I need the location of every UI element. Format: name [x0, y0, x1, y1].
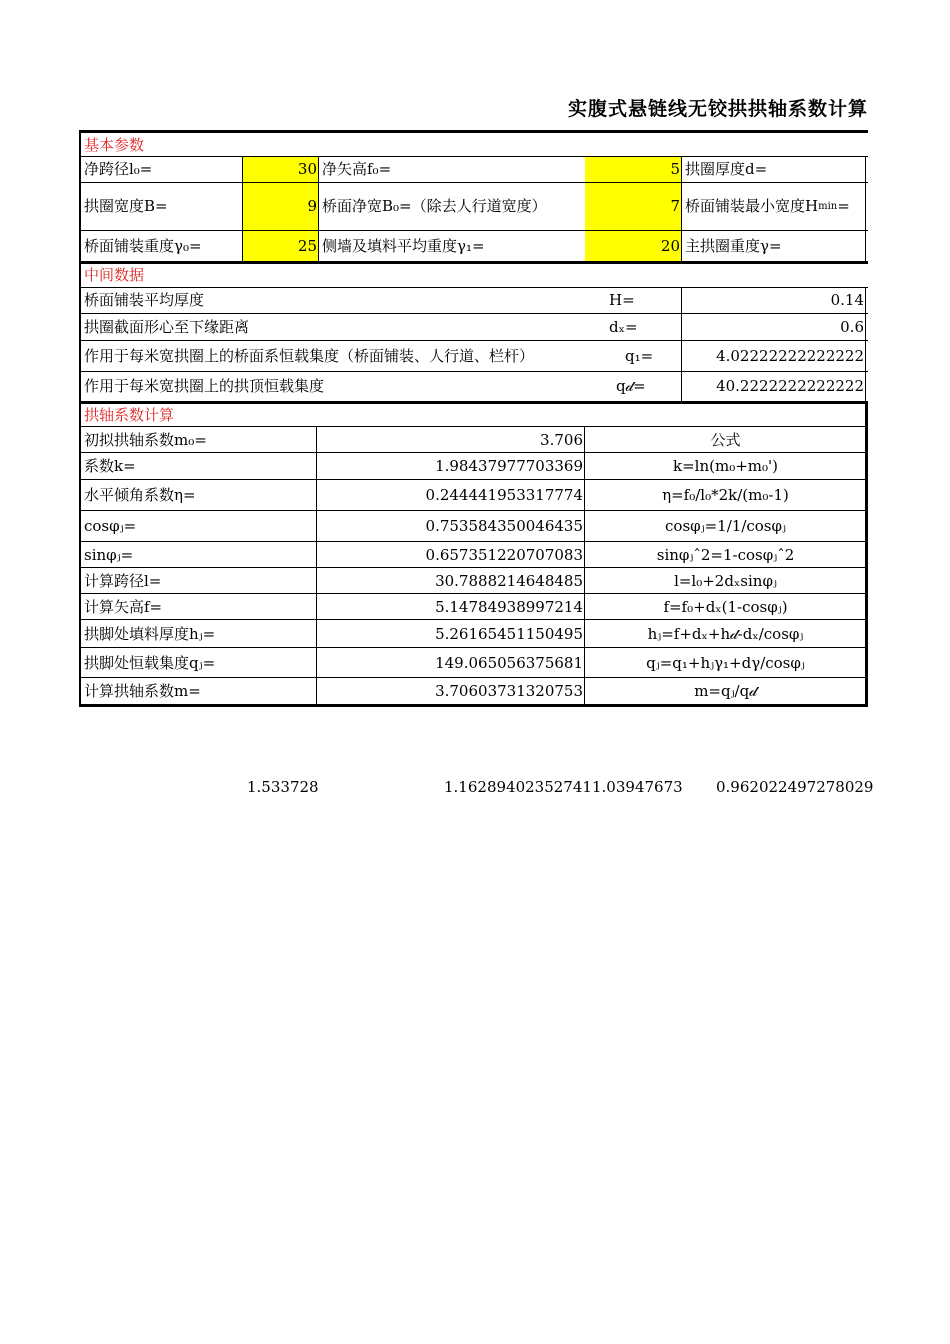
input-f0[interactable]: 5 [585, 157, 681, 182]
middle-label-H: 桥面铺装平均厚度 [84, 291, 205, 309]
coef-value: 0.753584350046435 [318, 511, 585, 542]
coef-label: cosφⱼ= [81, 511, 317, 542]
input-l0[interactable]: 30 [243, 157, 318, 182]
coef-value: 3.706 [318, 427, 585, 453]
coef-value: 0.657351220707083 [318, 542, 585, 568]
coef-formula: cosφⱼ=1/1/cosφⱼ [665, 517, 786, 535]
coef-label: 水平倾角系数η= [81, 480, 317, 511]
footer-value-2: 1.16289402352741 [444, 778, 592, 796]
coef-value: 0.244441953317774 [318, 480, 585, 511]
coef-label: 初拟拱轴系数m₀= [81, 427, 317, 453]
middle-symbol-qd: q𝒹= [616, 377, 646, 395]
coef-formula: sinφⱼˆ2=1-cosφⱼˆ2 [656, 545, 795, 564]
input-gamma0[interactable]: 25 [243, 231, 318, 261]
middle-symbol-H: H= [609, 291, 635, 309]
coef-formula: k=ln(m₀+m₀') [673, 457, 778, 475]
input-B0[interactable]: 7 [585, 183, 681, 230]
label-B0: 桥面净宽B₀=（除去人行道宽度） [318, 183, 585, 230]
coef-label: 拱脚处填料厚度hⱼ= [81, 620, 317, 648]
label-gamma: 主拱圈重度γ= [681, 231, 866, 261]
coef-value: 5.26165451150495 [318, 620, 585, 648]
middle-value-q1: 4.02222222222222 [716, 346, 864, 365]
section-basic-params: 基本参数 [84, 135, 145, 154]
label-B: 拱圈宽度B= [81, 183, 243, 230]
coef-label: 计算拱轴系数m= [81, 678, 317, 704]
footer-value-3: 1.03947673 [592, 778, 683, 796]
coef-value: 5.14784938997214 [318, 594, 585, 620]
label-gamma0: 桥面铺装重度γ₀= [81, 231, 243, 261]
middle-label-qd: 作用于每米宽拱圈上的拱顶恒载集度 [84, 377, 325, 395]
divider [865, 288, 866, 401]
middle-label-dx: 拱圈截面形心至下缘距离 [84, 317, 250, 336]
middle-symbol-q1: q₁= [625, 346, 654, 365]
section-middle-data: 中间数据 [84, 266, 145, 284]
input-B[interactable]: 9 [243, 183, 318, 230]
bottom-border [79, 704, 868, 707]
coef-label: sinφⱼ= [81, 542, 317, 568]
label-Hmin [681, 183, 866, 230]
label-Hmin-sub: min [818, 200, 838, 212]
coef-label: 计算矢高f= [81, 594, 317, 620]
footer-value-4: 0.962022497278029 [716, 778, 874, 796]
coef-value: 3.70603731320753 [318, 678, 585, 704]
coef-formula: l=l₀+2dₓsinφⱼ [674, 571, 777, 590]
section-coef-calc: 拱轴系数计算 [84, 405, 175, 424]
coef-value: 149.065056375681 [318, 648, 585, 678]
coef-formula: hⱼ=f+dₓ+h𝒹-dₓ/cosφⱼ [647, 624, 804, 643]
label-Hmin-suffix: = [837, 197, 850, 215]
coef-formula: f=f₀+dₓ(1-cosφⱼ) [663, 597, 788, 616]
label-l0: 净跨径l₀= [81, 157, 243, 182]
coef-formula: η=f₀/l₀*2k/(m₀-1) [662, 486, 789, 504]
middle-label-q1: 作用于每米宽拱圈上的桥面系恒载集度（桥面铺装、人行道、栏杆） [84, 346, 535, 365]
label-gamma1: 侧墙及填料平均重度γ₁= [318, 231, 585, 261]
label-d: 拱圈厚度d= [681, 157, 866, 182]
coef-label: 拱脚处恒载集度qⱼ= [81, 648, 317, 678]
middle-value-dx: 0.6 [840, 317, 864, 336]
label-Hmin-text: 桥面铺装最小宽度H [685, 197, 819, 215]
coef-value: 1.98437977703369 [318, 453, 585, 480]
middle-value-qd: 40.2222222222222 [716, 377, 864, 395]
middle-symbol-dx: dₓ= [609, 317, 638, 336]
page-title: 实腹式悬链线无铰拱拱轴系数计算 [567, 98, 868, 120]
coef-value: 30.7888214648485 [318, 568, 585, 594]
coef-formula: 公式 [710, 430, 741, 449]
coef-label: 计算跨径l= [81, 568, 317, 594]
middle-value-H: 0.14 [830, 291, 864, 309]
coef-formula: m=qⱼ/q𝒹 [694, 681, 757, 700]
coef-label: 系数k= [81, 453, 317, 480]
input-gamma1[interactable]: 20 [585, 231, 681, 261]
coef-formula: qⱼ=q₁+hⱼγ₁+dγ/cosφⱼ [646, 653, 805, 672]
label-f0: 净矢高f₀= [318, 157, 585, 182]
footer-value-1: 1.533728 [247, 778, 319, 796]
right-border-thick [865, 401, 868, 706]
